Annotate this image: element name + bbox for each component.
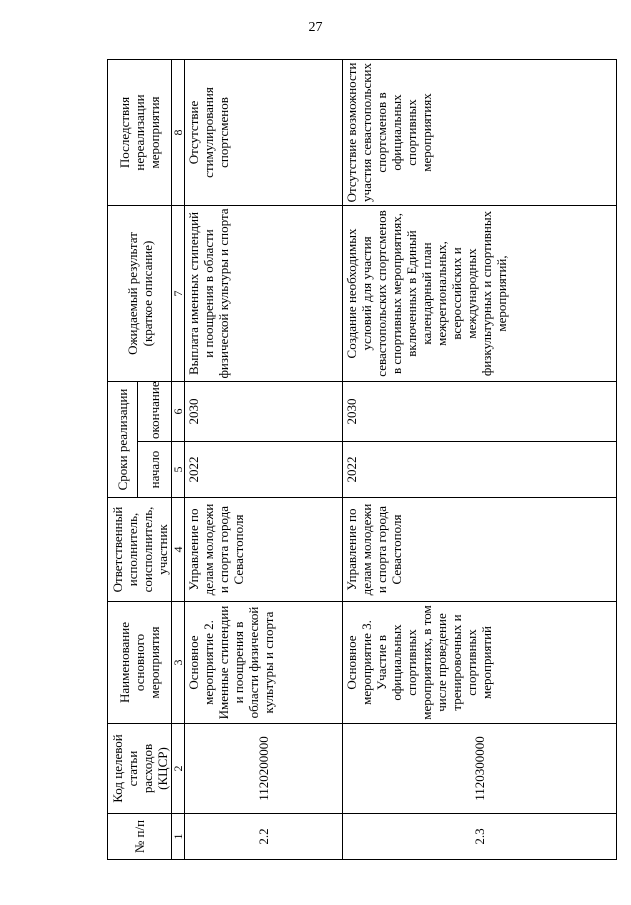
row-end: 2030: [185, 381, 343, 441]
row-consequence: Отсутствие стимулирования спортсменов: [185, 59, 343, 205]
header-name: Наименование основного мероприятия: [108, 602, 172, 724]
activities-table: [107, 59, 617, 860]
row-end: 2030: [343, 381, 617, 441]
page-number: 27: [308, 20, 323, 35]
row-consequence: Отсутствие возможности участия севастопольских спортсменов в официальных спортивных мероприятиях: [343, 59, 617, 205]
header-consequence: Последствия нереализации мероприятия: [108, 59, 172, 205]
column-number: 6: [172, 381, 185, 441]
table-row: [343, 59, 617, 859]
row-name: Основное мероприятие 2. Именные стипендии и поощрения в области физической культуры и спорта: [185, 602, 343, 724]
header-end: окончание: [138, 381, 172, 441]
header-row: [108, 59, 138, 859]
table-row: [185, 59, 343, 859]
row-num: 2.3: [343, 814, 617, 860]
row-result: Создание необходимых условий для участия севастопольских спортсменов в спортивных мероприятиях, включенных в Единый календарный план межрегиональных, всероссийских и международных физкультурных и спортивных мероприятий,: [343, 205, 617, 381]
row-num: 2.2: [185, 814, 343, 860]
row-executor: Управление по делам молодежи и спорта города Севастополя: [185, 498, 343, 602]
row-executor: Управление по делам молодежи и спорта города Севастополя: [343, 498, 617, 602]
row-start: 2022: [343, 442, 617, 498]
column-numbers-row: [172, 59, 185, 859]
column-number: 3: [172, 602, 185, 724]
header-executor: Ответственный исполнитель, соисполнитель, участник: [108, 498, 172, 602]
column-number: 1: [172, 814, 185, 860]
column-number: 7: [172, 205, 185, 381]
header-result: Ожидаемый результат (краткое описание): [108, 205, 172, 381]
column-number: 4: [172, 498, 185, 602]
row-name: Основное мероприятие 3. Участие в официальных спортивных мероприятиях, в том числе проведение тренировочных и спортивных мероприятий: [343, 602, 617, 724]
header-num: № п/п: [108, 814, 172, 860]
row-code: 1120300000: [343, 724, 617, 814]
row-result: Выплата именных стипендий и поощрения в области физической культуры и спорта: [185, 205, 343, 381]
header-dates: Сроки реализации: [108, 381, 138, 497]
header-code: Код целевой статьи расходов (КЦСР): [108, 724, 172, 814]
row-code: 1120200000: [185, 724, 343, 814]
rotated-table-container: [107, 60, 617, 860]
column-number: 5: [172, 442, 185, 498]
row-start: 2022: [185, 442, 343, 498]
column-number: 8: [172, 59, 185, 205]
column-number: 2: [172, 724, 185, 814]
header-start: начало: [138, 442, 172, 498]
